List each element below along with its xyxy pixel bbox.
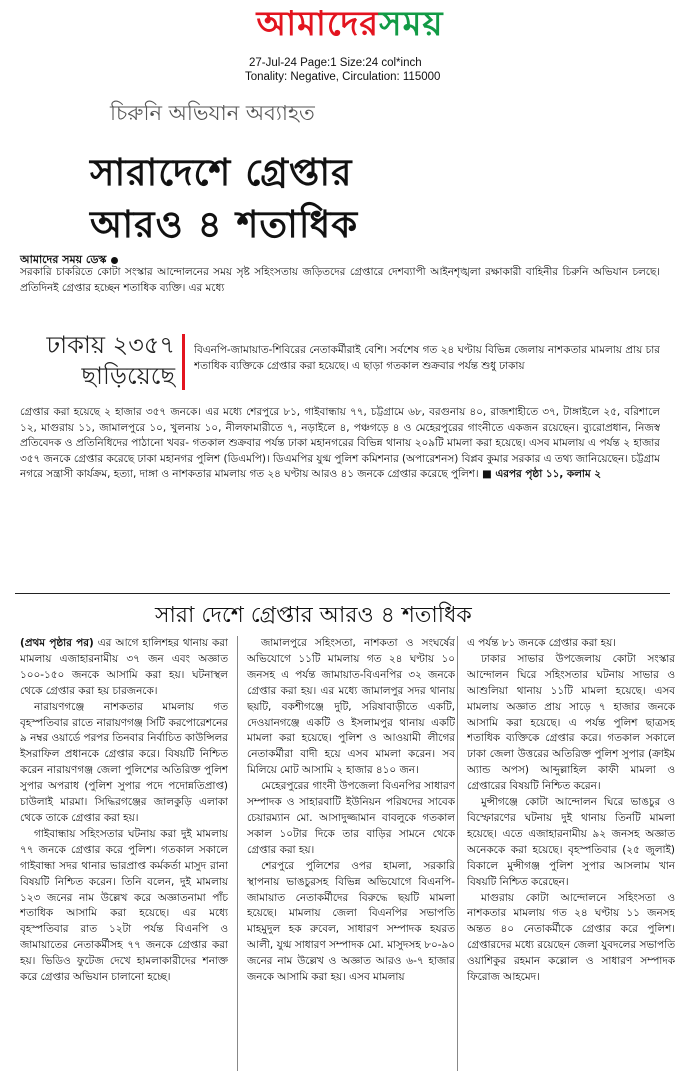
column-3-paragraph-3: মুন্সীগঞ্জে কোটা আন্দোলন ঘিরে ভাঙচুর ও বিস্ফোরণের ঘটনায় দুই থানায় তিনটি মামলা হয়েছে। এতে এজাহারনামীয় ৯২ জনসহ অজ্ঞাত অনেককে করা হয়েছে। বৃহস্পতিবার (২৫ জুলাই) বিকালে মুন্সীগঞ্জ পুলিশ সুপার আসলাম খান বিষয়টি নিশ্চিত করেছেন। bbox=[467, 796, 675, 888]
clip-meta bbox=[245, 56, 505, 84]
headline-line-2: আরও ৪ শতাধিক bbox=[90, 203, 359, 246]
column-3-paragraph-4: মাগুরায় কোটা আন্দোলনে সহিংসতা ও নাশকতার মামলায় গত ২৪ ঘণ্টায় ১১ জনসহ অন্তত ৪০ নেতাকর্মীকে গ্রেপ্তার করে পুলিশ। গ্রেপ্তারদের মধ্যে রয়েছেন জেলা যুবদলের সভাপতি ওয়াশিকুর রহমান কল্লোল ও সাধারণ সম্পাদক ফিরোজ আহমেদ। bbox=[467, 891, 675, 984]
clip-meta-tonality: Tonality: Negative, Circulation: 115000 bbox=[245, 71, 441, 83]
column-2-paragraph-3: শেরপুরে পুলিশের ওপর হামলা, সরকারি স্থাপনায় ভাঙচুরসহ বিভিন্ন অভিযোগে বিএনপি-জামায়াত নেতাকর্মীদের বিরুদ্ধে ছয়টি মামলা হয়েছে। মামলায় জেলা বিএনপির সভাপতি মাহমুদুল হক রুবেল, সাধারণ সম্পাদক হযরত আলী, যুগ্ম সাধারণ সম্পাদক মো. মাসুদসহ ৮০-৯০ জনের নাম উল্লেখ ও অজ্ঞাত আরও ৬-৭ হাজার জনকে আসামি করা হয়। এসব মামলায় bbox=[247, 859, 455, 984]
column-1-paragraph-1 bbox=[20, 636, 228, 700]
article-paragraph-1: সরকারি চাকরিতে কোটা সংস্কার আন্দোলনের সময় সৃষ্ট সহিংসতায় জড়িতদের গ্রেপ্তারে দেশব্যাপী আইনশৃঙ্খলা রক্ষাকারী বাহিনীর চিরুনি অভিযান চলছে। প্রতিদিনই গ্রেপ্তার হচ্ছেন শতাধিক ব্যক্তি। এর মধ্যে bbox=[20, 266, 660, 294]
column-3-paragraph-2: ঢাকার সাভার উপজেলায় কোটা সংস্কার আন্দোলন ঘিরে সহিংসতার ঘটনায় সাভার ও আশুলিয়া থানায় ১১টি মামলা হয়েছে। এসব মামলায় অজ্ঞাত প্রায় সাড়ে ৭ হাজার জনকে আসামি করা হয়েছে। এ পর্যন্ত পুলিশ ছাত্রসহ শতাধিক ব্যক্তিকে গ্রেপ্তার করে। গতকাল সকালে ঢাকা জেলা উত্তরের অতিরিক্ত পুলিশ সুপার (ক্রাইম অ্যান্ড অপস) আব্দুল্লাহিল কাফী মামলা ও গ্রেপ্তারের বিষয়টি নিশ্চিত করেন। bbox=[467, 652, 675, 793]
column-2-paragraph-2: মেহেরপুরের গাংনী উপজেলা বিএনপির সাধারণ সম্পাদক ও সাহারবাটি ইউনিয়ন পরিষদের সাবেক চেয়ারম্যান মো. আসাদুজ্জামান বাবলুকে গতকাল সকাল ১০টার দিকে তার বাড়ির সামনে থেকে গ্রেপ্তার করা হয়। bbox=[247, 780, 455, 856]
logo-green-part: সময় bbox=[379, 4, 444, 44]
column-1-paragraph-1-text: এর আগে হালিশহর থানায় করা মামলায় এজাহারনামীয় ৩৭ জন এবং অজ্ঞাত ১০০-১৫০ জনকে আসামি করা হয়। ঘটনাস্থল থেকে গ্রেপ্তার করা হয় চারজনকে। bbox=[20, 637, 228, 697]
article-kicker: চিরুনি অভিযান অব্যাহত bbox=[110, 101, 315, 125]
jump-line: ■ এরপর পৃষ্ঠা ১১, কলাম ২ bbox=[481, 468, 602, 481]
continuation-column-1 bbox=[20, 636, 228, 1076]
masthead bbox=[0, 0, 695, 50]
column-1-paragraph-3: গাইবান্ধায় সহিংসতার ঘটনায় করা দুই মামলায় ৭৭ জনকে গ্রেপ্তার করে পুলিশ। গতকাল সকালে গাইবান্ধা সদর থানার ভারপ্রাপ্ত কর্মকর্তা মাসুদ রানা বিষয়টি নিশ্চিত করেন। তিনি বলেন, দুই মামলায় ১২৩ জনের নাম উল্লেখ করে অজ্ঞাতনামা পাঁচ শতাধিক আসামি করা হয়েছে। এর মধ্যে বৃহস্পতিবার রাত ১২টা পর্যন্ত বিএনপি ও জামায়াতের নেতাকর্মীসহ ৭৭ জনকে গ্রেপ্তার করা হয়। ভিডিও ফুটেজ দেখে হামলাকারীদের শনাক্ত করে গ্রেপ্তার অভিযান চালানো হচ্ছে। bbox=[20, 827, 228, 984]
section-divider bbox=[15, 593, 670, 594]
pull-quote-line-1: ঢাকায় ২৩৫৭ bbox=[46, 331, 175, 359]
pull-quote-line-2: ছাড়িয়েছে bbox=[81, 362, 175, 390]
pull-quote-bar bbox=[182, 334, 185, 390]
headline-line-1: সারাদেশে গ্রেপ্তার bbox=[90, 151, 353, 194]
continuation-lead: (প্রথম পৃষ্ঠার পর) bbox=[20, 637, 94, 649]
column-3-paragraph-1: এ পর্যন্ত ৮১ জনকে গ্রেপ্তার করা হয়। bbox=[467, 637, 616, 649]
newspaper-logo bbox=[205, 2, 495, 46]
logo-red-part: আমাদের bbox=[256, 4, 380, 44]
column-2-paragraph-1: জামালপুরে সহিংসতা, নাশকতা ও সংঘর্ষের অভিযোগে ১১টি মামলায় গত ২৪ ঘণ্টায় ১০ জনসহ এ পর্যন্ত জামায়াত-বিএনপির ৩২ জনকে গ্রেপ্তার করা হয়। এর মধ্যে জামালপুর সদর থানায় ছয়টি, বকশীগঞ্জে দুটি, সরিষাবাড়ীতে একটি, দেওয়ানগঞ্জে একটি ও ইসলামপুর থানায় একটি মামলা করা হয়েছে। পুলিশ ও আওয়ামী লীগের নেতাকর্মীরা বাদী হয়ে এসব মামলা করেন। সব মিলিয়ে মোট আসামি ২ হাজার ৪১০ জন। bbox=[247, 637, 455, 777]
article-paragraph-3-text: গ্রেপ্তার করা হয়েছে ২ হাজার ৩৫৭ জনকে। এর মধ্যে শেরপুরে ৮১, গাইবান্ধায় ৭৭, চট্টগ্রামে ৬৮, বরগুনায় ৪০, রাজশাহীতে ৩৭, টাঙ্গাইলে ২৫, বরিশালে ১২, মাগুরায় ১১, জামালপুরে ১০, খুলনায় ১০, নীলফামারীতে ৭, নড়াইলে ৪, পঞ্চগড়ে ৪ ও মেহেরপুরের গাংনীতে একজন রয়েছেন। ব্যুরোপ্রধান, নিজস্ব প্রতিবেদক ও প্রতিনিধিদের পাঠানো খবর- গতকাল শুক্রবার পর্যন্ত ঢাকা মহানগরের বিভিন্ন থানায় ২০৯টি মামলা করা হয়েছে। এসব মামলায় এ পর্যন্ত ২ হাজার ৩৫৭ জনকে গ্রেপ্তার করেছে ঢাকা মহানগর পুলিশ (ডিএমপি)। ডিএমপির যুগ্ম পুলিশ কমিশনার (অপারেশনস) বিপ্লব কুমার সরকার এ তথ্য জানিয়েছেন। চট্টগ্রাম নগরে সন্ত্রাসী কার্যক্রম, হত্যা, দাঙ্গা ও নাশকতার মামলায় গত ২৪ ঘণ্টায় আরও ৪১ জনকে গ্রেপ্তার করেছে পুলিশ। bbox=[20, 406, 660, 481]
continuation-column-2 bbox=[247, 636, 455, 1076]
pull-quote bbox=[35, 330, 175, 392]
article-paragraph-3 bbox=[20, 405, 660, 483]
article-paragraph-2: বিএনপি-জামায়াত-শিবিরের নেতাকর্মীরাই বেশি। সর্বশেষ গত ২৪ ঘণ্টায় বিভিন্ন জেলায় নাশকতার মামলায় প্রায় চার শতাধিক ব্যক্তিকে গ্রেপ্তার করা হয়েছে। এ ছাড়া গতকাল শুক্রবার পর্যন্ত শুধু ঢাকায় bbox=[194, 344, 660, 372]
column-1-paragraph-2: নারায়ণগঞ্জে নাশকতার মামলায় গত বৃহস্পতিবার রাতে নারায়ণগঞ্জ সিটি করপোরেশনের ৯ নম্বর ওয়ার্ডে পরপর তিনবার নির্বাচিত কাউন্সিলর ইসরাফিল প্রধানকে গ্রেপ্তার করে। বিষয়টি নিশ্চিত করেন নারায়ণগঞ্জ জেলা পুলিশের অতিরিক্ত পুলিশ সুপার অপরাধ (পুলিশ সুপার পদে পদোন্নতিপ্রাপ্ত) চাউলাই মারমা। সিদ্ধিরগঞ্জের জালকুড়ি এলাকা থেকে তাকে গ্রেপ্তার করা হয়। bbox=[20, 700, 228, 824]
byline-text: আমাদের সময় ডেস্ক bbox=[20, 253, 107, 266]
clip-meta-date: 27-Jul-24 Page:1 Size:24 col*inch bbox=[249, 57, 422, 69]
continuation-headline: সারা দেশে গ্রেপ্তার আরও ৪ শতাধিক bbox=[155, 603, 472, 628]
column-rule-2 bbox=[457, 636, 458, 1071]
byline-bullet-icon bbox=[111, 257, 118, 264]
continuation-column-3 bbox=[467, 636, 675, 1076]
column-rule-1 bbox=[237, 636, 238, 1071]
